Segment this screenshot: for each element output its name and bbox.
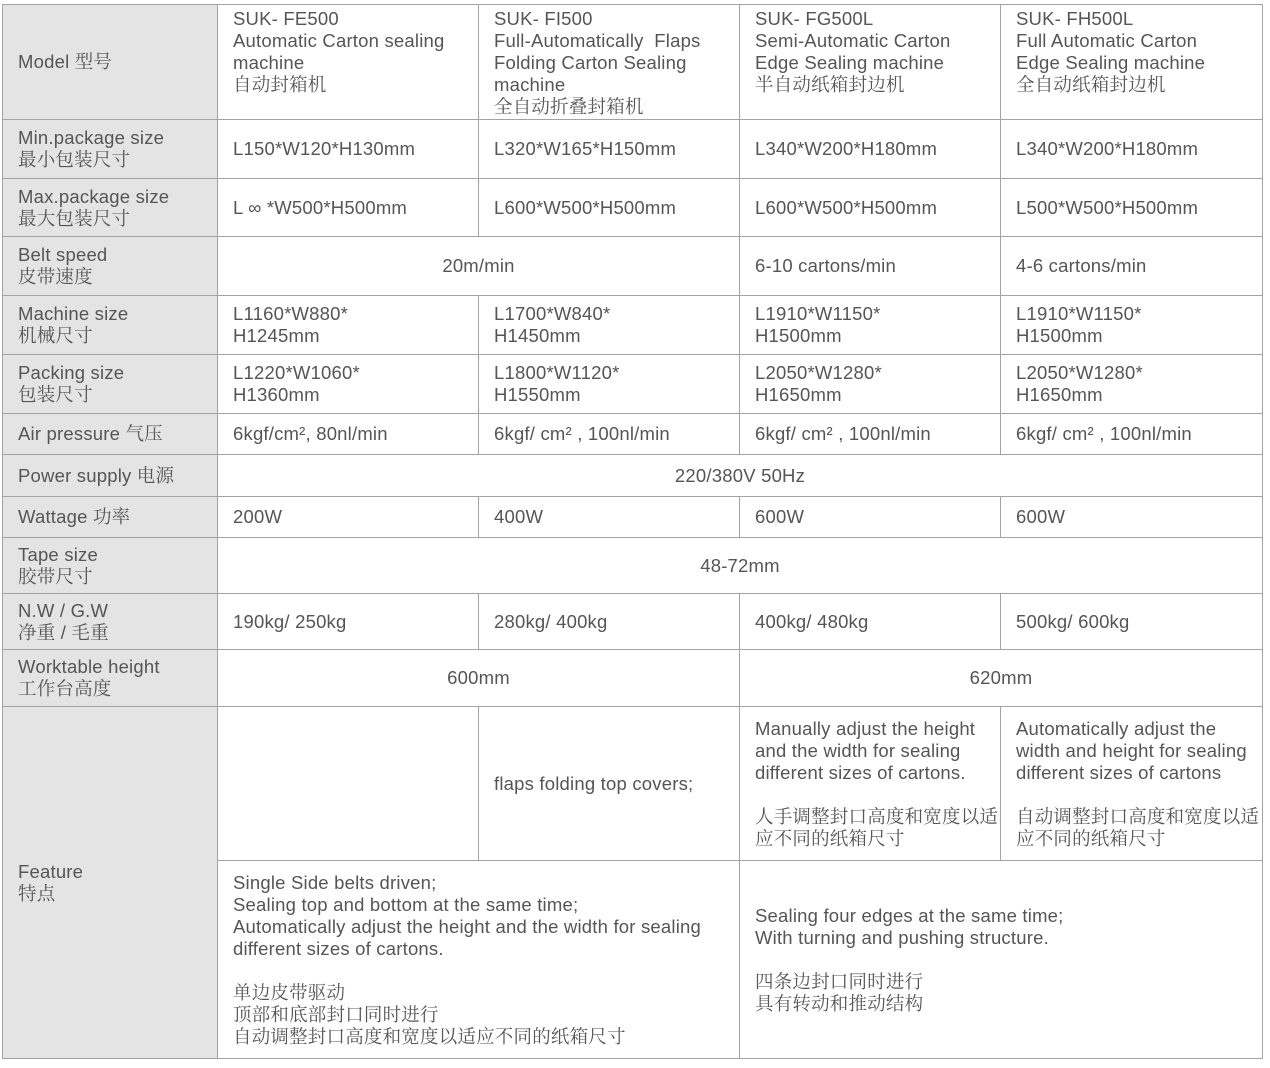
row-label-machine-size: Machine size 机械尺寸 (3, 296, 218, 355)
cell-feature-fg500l-fh500l-shared: Sealing four edges at the same time; With turning and pushing structure. 四条边封口同时进行 具有转动和推动结构 (740, 861, 1263, 1059)
cell-machine-size-fh500l: L1910*W1150* H1500mm (1001, 296, 1263, 355)
cell-min-package-fh500l: L340*W200*H180mm (1001, 120, 1263, 179)
cell-weight-fg500l: 400kg/ 480kg (740, 594, 1001, 650)
cell-weight-fh500l: 500kg/ 600kg (1001, 594, 1263, 650)
cell-packing-size-fi500: L1800*W1120* H1550mm (479, 355, 740, 414)
row-label-wattage: Wattage 功率 (3, 497, 218, 538)
cell-max-package-fh500l: L500*W500*H500mm (1001, 179, 1263, 237)
cell-belt-speed-fe500-fi500: 20m/min (218, 237, 740, 296)
cell-packing-size-fh500l: L2050*W1280* H1650mm (1001, 355, 1263, 414)
row-air-pressure (3, 414, 1263, 455)
cell-model-fi500: SUK- FI500 Full-Automatically Flaps Folding Carton Sealing machine 全自动折叠封箱机 (479, 5, 740, 120)
row-packing-size (3, 355, 1263, 414)
cell-packing-size-fg500l: L2050*W1280* H1650mm (740, 355, 1001, 414)
cell-max-package-fe500: L ∞ *W500*H500mm (218, 179, 479, 237)
cell-weight-fi500: 280kg/ 400kg (479, 594, 740, 650)
cell-feature-fg500l: Manually adjust the height and the width for sealing different sizes of cartons. 人手调整封口高度和宽度以适 应不同的纸箱尺寸 (740, 707, 1001, 861)
row-label-model: Model 型号 (3, 5, 218, 120)
row-max-package-size (3, 179, 1263, 237)
cell-tape-size-all: 48-72mm (218, 538, 1263, 594)
row-label-worktable-height: Worktable height 工作台高度 (3, 650, 218, 707)
cell-model-fg500l: SUK- FG500L Semi-Automatic Carton Edge Sealing machine 半自动纸箱封边机 (740, 5, 1001, 120)
cell-wattage-fg500l: 600W (740, 497, 1001, 538)
cell-feature-fi500: flaps folding top covers; (479, 707, 740, 861)
row-machine-size (3, 296, 1263, 355)
cell-feature-fh500l: Automatically adjust the width and height for sealing different sizes of cartons 自动调整封口高度和宽度以适 应不同的纸箱尺寸 (1001, 707, 1263, 861)
cell-packing-size-fe500: L1220*W1060* H1360mm (218, 355, 479, 414)
row-label-feature: Feature 特点 (3, 707, 218, 1059)
cell-wattage-fi500: 400W (479, 497, 740, 538)
cell-worktable-height-fe500-fi500: 600mm (218, 650, 740, 707)
row-worktable-height (3, 650, 1263, 707)
cell-max-package-fi500: L600*W500*H500mm (479, 179, 740, 237)
row-tape-size (3, 538, 1263, 594)
cell-power-supply-all: 220/380V 50Hz (218, 455, 1263, 497)
row-label-tape-size: Tape size 胶带尺寸 (3, 538, 218, 594)
cell-air-pressure-fe500: 6kgf/cm², 80nl/min (218, 414, 479, 455)
cell-min-package-fg500l: L340*W200*H180mm (740, 120, 1001, 179)
cell-max-package-fg500l: L600*W500*H500mm (740, 179, 1001, 237)
row-label-air-pressure: Air pressure 气压 (3, 414, 218, 455)
cell-min-package-fe500: L150*W120*H130mm (218, 120, 479, 179)
cell-belt-speed-fg500l: 6-10 cartons/min (740, 237, 1001, 296)
cell-worktable-height-fg500l-fh500l: 620mm (740, 650, 1263, 707)
spec-table (2, 4, 1263, 1059)
row-label-max-package-size: Max.package size 最大包装尺寸 (3, 179, 218, 237)
row-min-package-size (3, 120, 1263, 179)
cell-wattage-fh500l: 600W (1001, 497, 1263, 538)
cell-machine-size-fe500: L1160*W880* H1245mm (218, 296, 479, 355)
row-weight (3, 594, 1263, 650)
row-belt-speed (3, 237, 1263, 296)
row-label-belt-speed: Belt speed 皮带速度 (3, 237, 218, 296)
row-feature-individual (3, 707, 1263, 861)
cell-machine-size-fg500l: L1910*W1150* H1500mm (740, 296, 1001, 355)
cell-air-pressure-fh500l: 6kgf/ cm² , 100nl/min (1001, 414, 1263, 455)
cell-belt-speed-fh500l: 4-6 cartons/min (1001, 237, 1263, 296)
row-model (3, 5, 1263, 120)
cell-model-fe500: SUK- FE500 Automatic Carton sealing machine 自动封箱机 (218, 5, 479, 120)
cell-feature-fe500-fi500-shared: Single Side belts driven; Sealing top and bottom at the same time; Automatically adjust the height and the width for sealing different sizes of cartons. 单边皮带驱动 顶部和底部封口同时进行 自动调整封口高度和宽度以适应不同的纸箱尺寸 (218, 861, 740, 1059)
cell-model-fh500l: SUK- FH500L Full Automatic Carton Edge Sealing machine 全自动纸箱封边机 (1001, 5, 1263, 120)
row-label-packing-size: Packing size 包装尺寸 (3, 355, 218, 414)
row-label-power-supply: Power supply 电源 (3, 455, 218, 497)
row-wattage (3, 497, 1263, 538)
cell-machine-size-fi500: L1700*W840* H1450mm (479, 296, 740, 355)
cell-weight-fe500: 190kg/ 250kg (218, 594, 479, 650)
row-power-supply (3, 455, 1263, 497)
cell-min-package-fi500: L320*W165*H150mm (479, 120, 740, 179)
cell-air-pressure-fi500: 6kgf/ cm² , 100nl/min (479, 414, 740, 455)
row-label-min-package-size: Min.package size 最小包装尺寸 (3, 120, 218, 179)
row-label-weight: N.W / G.W 净重 / 毛重 (3, 594, 218, 650)
cell-air-pressure-fg500l: 6kgf/ cm² , 100nl/min (740, 414, 1001, 455)
cell-wattage-fe500: 200W (218, 497, 479, 538)
cell-feature-fe500 (218, 707, 479, 861)
